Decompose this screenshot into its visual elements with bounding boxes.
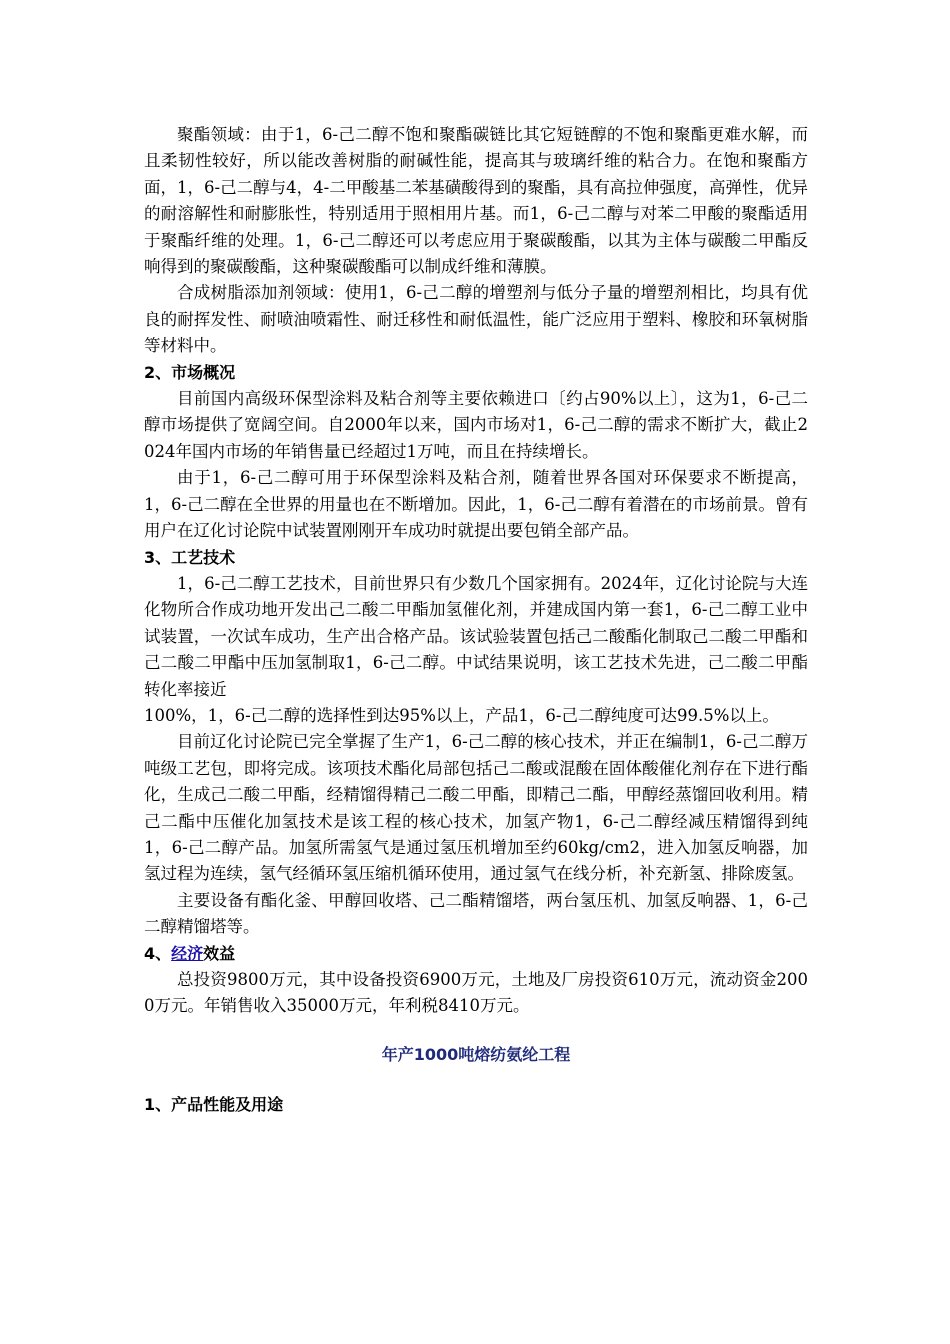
paragraph-market-2: 由于1，6-己二醇可用于环保型涂料及粘合剂，随着世界各国对环保要求不断提高，1，6-己二醇在全世界的用量也在不断增加。因此，1，6-己二醇有着潜在的市场前景。曾有用户在辽化讨论院中试装置刚刚开车成功时就提出要包销全部产品。 — [144, 468, 808, 541]
heading-economics-prefix: 4、 — [144, 943, 172, 963]
paragraph-technology-3: 主要设备有酯化釜、甲醇回收塔、己二酯精馏塔，两台氢压机、加氢反响器、1，6-己二醇精馏塔等。 — [144, 890, 808, 937]
paragraph-resin-additive: 合成树脂添加剂领域：使用1，6-己二醇的增塑剂与低分子量的增塑剂相比，均具有优良的耐挥发性、耐喷油喷霜性、耐迁移性和耐低温性，能广泛应用于塑料、橡胶和环氧树脂等材料中。 — [144, 283, 808, 356]
paragraph-technology-2: 目前辽化讨论院已完全掌握了生产1，6-己二醇的核心技术，并正在编制1，6-己二醇万吨级工艺包，即将完成。该项技术酯化局部包括己二酸或混酸在固体酸催化剂存在下进行酯化，生成己二酸二甲酯，经精馏得精己二酸二甲酯，即精己二酯，甲醇经蒸馏回收利用。精己二酯中压催化加氢技术是该工程的核心技术，加氢产物1，6-己二醇经减压精馏得到纯1，6-己二醇产品。加氢所需氢气是通过氢压机增加至约60kg/cm2，进入加氢反响器，加氢过程为连续，氢气经循环氢压缩机循环使用，通过氢气在线分析，补充新氢、排除废氢。 — [144, 732, 808, 884]
paragraph-technology-1 — [144, 571, 808, 729]
document-body — [144, 122, 808, 1119]
heading-product: 1、产品性能及用途 — [144, 1095, 284, 1115]
paragraph-polyester: 聚酯领域：由于1，6-己二醇不饱和聚酯碳链比其它短链醇的不饱和聚酯更难水解，而且柔韧性较好，所以能改善树脂的耐碱性能，提高其与玻璃纤维的粘合力。在饱和聚酯方面，1，6-己二醇与4，4-二甲酸基二苯基磺酸得到的聚酯，具有高拉伸强度，高弹性，优异的耐溶解性和耐膨胀性，特别适用于照相用片基。而1，6-己二醇与对苯二甲酸的聚酯适用于聚酯纤维的处理。1，6-己二醇还可以考虑应用于聚碳酸酯，以其为主体与碳酸二甲酯反响得到的聚碳酸酯，这种聚碳酸酯可以制成纤维和薄膜。 — [144, 125, 808, 277]
paragraph-technology-1-part-a: 1，6-己二醇工艺技术，目前世界只有少数几个国家拥有。2024年，辽化讨论院与大连化物所合作成功地开发出己二酸二甲酯加氢催化剂，并建成国内第一套1，6-己二醇工业中试装置，一次试车成功，生产出合格产品。该试验装置包括己二酸酯化制取己二酸二甲酯和己二酸二甲酯中压加氢制取1，6-己二醇。中试结果说明，该工艺技术先进，己二酸二甲酯转化率接近 — [144, 573, 808, 699]
heading-technology: 3、工艺技术 — [144, 547, 236, 567]
section-title: 年产1000吨熔纺氨纶工程 — [381, 1044, 571, 1064]
paragraph-economics: 总投资9800万元，其中设备投资6900万元，土地及厂房投资610万元，流动资金2000万元。年销售收入35000万元，年利税8410万元。 — [144, 970, 808, 1016]
heading-economics — [144, 941, 808, 967]
economics-link[interactable]: 经济 — [171, 943, 204, 963]
paragraph-technology-1-part-b: 100%，1，6-己二醇的选择性到达95%以上，产品1，6-己二醇纯度可达99.5%以上。 — [144, 705, 779, 725]
paragraph-market-1: 目前国内高级环保型涂料及粘合剂等主要依赖进口〔约占90%以上〕，这为1，6-己二醇市场提供了宽阔空间。自2000年以来，国内市场对1，6-己二醇的需求不断扩大，截止2024年国内市场的年销售量已经超过1万吨，而且在持续增长。 — [144, 389, 808, 461]
heading-market: 2、市场概况 — [144, 362, 236, 382]
heading-economics-suffix: 效益 — [203, 943, 236, 963]
